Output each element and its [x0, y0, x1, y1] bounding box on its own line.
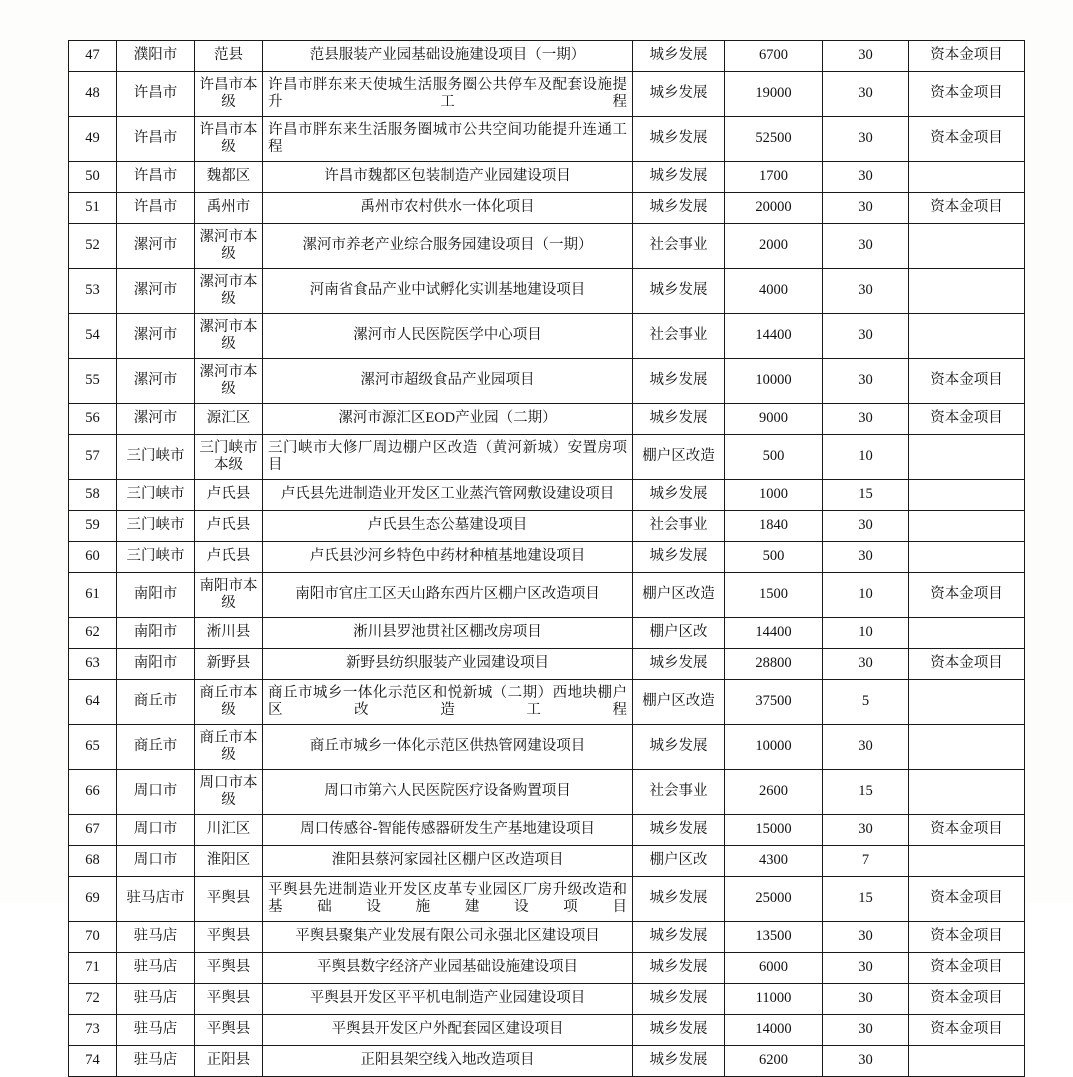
cell-city: 漯河市 — [117, 269, 195, 314]
cell-serial-number: 52 — [69, 224, 117, 269]
cell-city: 许昌市 — [117, 117, 195, 162]
cell-term-years: 30 — [823, 72, 909, 117]
cell-district: 漯河市本级 — [195, 224, 263, 269]
cell-city: 周口市 — [117, 770, 195, 815]
cell-serial-number: 54 — [69, 314, 117, 359]
table-row — [69, 117, 1025, 162]
cell-district: 淮阳区 — [195, 846, 263, 877]
cell-serial-number: 51 — [69, 193, 117, 224]
cell-term-years: 30 — [823, 1015, 909, 1046]
cell-total-investment: 52500 — [725, 117, 823, 162]
cell-total-investment: 14000 — [725, 1015, 823, 1046]
cell-serial-number: 53 — [69, 269, 117, 314]
cell-term-years: 30 — [823, 953, 909, 984]
cell-note: 资本金项目 — [909, 649, 1025, 680]
cell-city: 许昌市 — [117, 72, 195, 117]
cell-project-name: 周口市第六人民医院医疗设备购置项目 — [263, 770, 633, 815]
cell-serial-number: 64 — [69, 680, 117, 725]
cell-serial-number: 56 — [69, 404, 117, 435]
table-row — [69, 846, 1025, 877]
cell-district: 源汇区 — [195, 404, 263, 435]
cell-project-name: 淮阳县蔡河家园社区棚户区改造项目 — [263, 846, 633, 877]
cell-project-name: 卢氏县生态公墓建设项目 — [263, 511, 633, 542]
cell-total-investment: 6700 — [725, 41, 823, 72]
cell-city: 漯河市 — [117, 359, 195, 404]
table-body — [69, 41, 1025, 1077]
cell-total-investment: 4000 — [725, 269, 823, 314]
cell-district: 正阳县 — [195, 1046, 263, 1077]
table-row — [69, 984, 1025, 1015]
table-row — [69, 1015, 1025, 1046]
cell-project-name: 漯河市超级食品产业园项目 — [263, 359, 633, 404]
cell-term-years: 5 — [823, 680, 909, 725]
cell-project-name: 河南省食品产业中试孵化实训基地建设项目 — [263, 269, 633, 314]
cell-district: 平舆县 — [195, 877, 263, 922]
cell-note — [909, 680, 1025, 725]
cell-city: 三门峡市 — [117, 511, 195, 542]
cell-district: 平舆县 — [195, 984, 263, 1015]
cell-category: 城乡发展 — [633, 725, 725, 770]
table-row — [69, 404, 1025, 435]
cell-serial-number: 55 — [69, 359, 117, 404]
cell-serial-number: 48 — [69, 72, 117, 117]
table-row — [69, 922, 1025, 953]
table-row — [69, 770, 1025, 815]
cell-total-investment: 14400 — [725, 618, 823, 649]
cell-category: 城乡发展 — [633, 542, 725, 573]
cell-term-years: 30 — [823, 359, 909, 404]
cell-project-name: 许昌市魏都区包装制造产业园建设项目 — [263, 162, 633, 193]
cell-total-investment: 14400 — [725, 314, 823, 359]
cell-term-years: 30 — [823, 117, 909, 162]
cell-city: 南阳市 — [117, 649, 195, 680]
table-row — [69, 314, 1025, 359]
cell-total-investment: 9000 — [725, 404, 823, 435]
cell-city: 驻马店 — [117, 984, 195, 1015]
cell-note — [909, 511, 1025, 542]
table-row — [69, 41, 1025, 72]
cell-serial-number: 58 — [69, 480, 117, 511]
cell-project-name: 漯河市源汇区EOD产业园（二期） — [263, 404, 633, 435]
cell-term-years: 15 — [823, 770, 909, 815]
cell-term-years: 30 — [823, 922, 909, 953]
cell-serial-number: 63 — [69, 649, 117, 680]
cell-district: 范县 — [195, 41, 263, 72]
cell-term-years: 30 — [823, 404, 909, 435]
cell-note: 资本金项目 — [909, 404, 1025, 435]
project-list-table — [68, 40, 1025, 1077]
cell-district: 商丘市本级 — [195, 725, 263, 770]
cell-city: 南阳市 — [117, 618, 195, 649]
cell-project-name: 平舆县数字经济产业园基础设施建设项目 — [263, 953, 633, 984]
cell-city: 驻马店 — [117, 1046, 195, 1077]
cell-category: 城乡发展 — [633, 162, 725, 193]
cell-term-years: 30 — [823, 193, 909, 224]
cell-total-investment: 37500 — [725, 680, 823, 725]
cell-serial-number: 57 — [69, 435, 117, 480]
cell-district: 川汇区 — [195, 815, 263, 846]
cell-district: 禹州市 — [195, 193, 263, 224]
cell-serial-number: 68 — [69, 846, 117, 877]
table-row — [69, 618, 1025, 649]
cell-category: 社会事业 — [633, 314, 725, 359]
cell-project-name: 卢氏县沙河乡特色中药材种植基地建设项目 — [263, 542, 633, 573]
cell-city: 濮阳市 — [117, 41, 195, 72]
cell-city: 驻马店 — [117, 1015, 195, 1046]
cell-city: 驻马店市 — [117, 877, 195, 922]
table-row — [69, 877, 1025, 922]
cell-city: 漯河市 — [117, 224, 195, 269]
cell-district: 平舆县 — [195, 1015, 263, 1046]
cell-category: 城乡发展 — [633, 922, 725, 953]
table-row — [69, 193, 1025, 224]
cell-category: 城乡发展 — [633, 1015, 725, 1046]
cell-serial-number: 47 — [69, 41, 117, 72]
cell-term-years: 30 — [823, 314, 909, 359]
cell-category: 棚户区改造 — [633, 680, 725, 725]
cell-note — [909, 618, 1025, 649]
cell-serial-number: 66 — [69, 770, 117, 815]
cell-note — [909, 770, 1025, 815]
cell-district: 魏都区 — [195, 162, 263, 193]
cell-project-name: 漯河市养老产业综合服务园建设项目（一期） — [263, 224, 633, 269]
cell-category: 城乡发展 — [633, 269, 725, 314]
cell-project-name: 南阳市官庄工区天山路东西片区棚户区改造项目 — [263, 573, 633, 618]
cell-note — [909, 846, 1025, 877]
cell-category: 城乡发展 — [633, 984, 725, 1015]
cell-note: 资本金项目 — [909, 922, 1025, 953]
cell-project-name: 商丘市城乡一体化示范区和悦新城（二期）西地块棚户区改造工程 — [263, 680, 633, 725]
cell-category: 棚户区改 — [633, 846, 725, 877]
table-row — [69, 725, 1025, 770]
cell-project-name: 许昌市胖东来天使城生活服务圈公共停车及配套设施提升工程 — [263, 72, 633, 117]
table-row — [69, 953, 1025, 984]
cell-city: 漯河市 — [117, 314, 195, 359]
cell-category: 城乡发展 — [633, 41, 725, 72]
cell-note — [909, 1046, 1025, 1077]
cell-district: 周口市本级 — [195, 770, 263, 815]
cell-district: 漯河市本级 — [195, 269, 263, 314]
cell-district: 平舆县 — [195, 922, 263, 953]
cell-term-years: 30 — [823, 815, 909, 846]
cell-note: 资本金项目 — [909, 72, 1025, 117]
cell-term-years: 10 — [823, 573, 909, 618]
cell-total-investment: 1840 — [725, 511, 823, 542]
table-row — [69, 1046, 1025, 1077]
cell-category: 棚户区改 — [633, 618, 725, 649]
cell-city: 商丘市 — [117, 680, 195, 725]
cell-city: 许昌市 — [117, 193, 195, 224]
cell-term-years: 30 — [823, 224, 909, 269]
cell-term-years: 15 — [823, 877, 909, 922]
cell-note — [909, 542, 1025, 573]
cell-total-investment: 2000 — [725, 224, 823, 269]
cell-term-years: 30 — [823, 1046, 909, 1077]
cell-project-name: 平舆县开发区平平机电制造产业园建设项目 — [263, 984, 633, 1015]
cell-category: 城乡发展 — [633, 815, 725, 846]
cell-total-investment: 500 — [725, 542, 823, 573]
cell-note: 资本金项目 — [909, 41, 1025, 72]
cell-total-investment: 10000 — [725, 725, 823, 770]
table-row — [69, 359, 1025, 404]
cell-project-name: 淅川县罗池贯社区棚改房项目 — [263, 618, 633, 649]
cell-serial-number: 71 — [69, 953, 117, 984]
table-row — [69, 435, 1025, 480]
cell-note — [909, 435, 1025, 480]
cell-project-name: 漯河市人民医院医学中心项目 — [263, 314, 633, 359]
cell-term-years: 30 — [823, 511, 909, 542]
cell-city: 驻马店 — [117, 953, 195, 984]
cell-serial-number: 50 — [69, 162, 117, 193]
cell-term-years: 10 — [823, 618, 909, 649]
table-row — [69, 815, 1025, 846]
cell-project-name: 禹州市农村供水一体化项目 — [263, 193, 633, 224]
cell-category: 城乡发展 — [633, 953, 725, 984]
cell-city: 许昌市 — [117, 162, 195, 193]
cell-district: 漯河市本级 — [195, 314, 263, 359]
cell-project-name: 许昌市胖东来生活服务圈城市公共空间功能提升连通工程 — [263, 117, 633, 162]
cell-city: 三门峡市 — [117, 435, 195, 480]
cell-term-years: 30 — [823, 269, 909, 314]
table-row — [69, 542, 1025, 573]
table-row — [69, 511, 1025, 542]
cell-total-investment: 10000 — [725, 359, 823, 404]
cell-total-investment: 2600 — [725, 770, 823, 815]
cell-serial-number: 61 — [69, 573, 117, 618]
cell-total-investment: 1500 — [725, 573, 823, 618]
cell-total-investment: 15000 — [725, 815, 823, 846]
cell-district: 南阳市本级 — [195, 573, 263, 618]
cell-term-years: 15 — [823, 480, 909, 511]
table-row — [69, 224, 1025, 269]
table-row — [69, 162, 1025, 193]
cell-city: 周口市 — [117, 846, 195, 877]
cell-note: 资本金项目 — [909, 984, 1025, 1015]
cell-district: 商丘市本级 — [195, 680, 263, 725]
cell-total-investment: 28800 — [725, 649, 823, 680]
cell-district: 卢氏县 — [195, 542, 263, 573]
cell-total-investment: 25000 — [725, 877, 823, 922]
cell-total-investment: 500 — [725, 435, 823, 480]
cell-term-years: 30 — [823, 162, 909, 193]
cell-note: 资本金项目 — [909, 573, 1025, 618]
cell-note: 资本金项目 — [909, 877, 1025, 922]
cell-project-name: 平舆县开发区户外配套园区建设项目 — [263, 1015, 633, 1046]
cell-district: 平舆县 — [195, 953, 263, 984]
cell-note: 资本金项目 — [909, 953, 1025, 984]
cell-note: 资本金项目 — [909, 193, 1025, 224]
cell-project-name: 平舆县先进制造业开发区皮革专业园区厂房升级改造和基础设施建设项目 — [263, 877, 633, 922]
cell-district: 卢氏县 — [195, 480, 263, 511]
cell-serial-number: 69 — [69, 877, 117, 922]
cell-project-name: 新野县纺织服装产业园建设项目 — [263, 649, 633, 680]
cell-project-name: 三门峡市大修厂周边棚户区改造（黄河新城）安置房项目 — [263, 435, 633, 480]
cell-category: 城乡发展 — [633, 117, 725, 162]
cell-note: 资本金项目 — [909, 1015, 1025, 1046]
cell-district: 许昌市本级 — [195, 72, 263, 117]
cell-term-years: 30 — [823, 984, 909, 1015]
table-row — [69, 680, 1025, 725]
cell-category: 城乡发展 — [633, 1046, 725, 1077]
cell-serial-number: 49 — [69, 117, 117, 162]
cell-project-name: 正阳县架空线入地改造项目 — [263, 1046, 633, 1077]
cell-term-years: 30 — [823, 649, 909, 680]
cell-note — [909, 480, 1025, 511]
cell-district: 三门峡市本级 — [195, 435, 263, 480]
table-row — [69, 573, 1025, 618]
cell-serial-number: 70 — [69, 922, 117, 953]
cell-category: 社会事业 — [633, 511, 725, 542]
cell-note — [909, 224, 1025, 269]
cell-term-years: 7 — [823, 846, 909, 877]
cell-term-years: 30 — [823, 725, 909, 770]
cell-category: 城乡发展 — [633, 404, 725, 435]
cell-city: 漯河市 — [117, 404, 195, 435]
cell-district: 许昌市本级 — [195, 117, 263, 162]
cell-serial-number: 74 — [69, 1046, 117, 1077]
cell-project-name: 卢氏县先进制造业开发区工业蒸汽管网敷设建设项目 — [263, 480, 633, 511]
table-row — [69, 269, 1025, 314]
table-row — [69, 649, 1025, 680]
cell-serial-number: 67 — [69, 815, 117, 846]
cell-city: 三门峡市 — [117, 480, 195, 511]
cell-note — [909, 725, 1025, 770]
cell-serial-number: 65 — [69, 725, 117, 770]
cell-total-investment: 1700 — [725, 162, 823, 193]
cell-note: 资本金项目 — [909, 815, 1025, 846]
cell-note: 资本金项目 — [909, 359, 1025, 404]
cell-total-investment: 6000 — [725, 953, 823, 984]
cell-serial-number: 72 — [69, 984, 117, 1015]
cell-category: 棚户区改造 — [633, 573, 725, 618]
cell-category: 社会事业 — [633, 224, 725, 269]
cell-total-investment: 19000 — [725, 72, 823, 117]
cell-district: 新野县 — [195, 649, 263, 680]
cell-category: 城乡发展 — [633, 877, 725, 922]
cell-project-name: 周口传感谷-智能传感器研发生产基地建设项目 — [263, 815, 633, 846]
cell-total-investment: 6200 — [725, 1046, 823, 1077]
cell-project-name: 商丘市城乡一体化示范区供热管网建设项目 — [263, 725, 633, 770]
cell-category: 社会事业 — [633, 770, 725, 815]
cell-serial-number: 59 — [69, 511, 117, 542]
cell-project-name: 平舆县聚集产业发展有限公司永强北区建设项目 — [263, 922, 633, 953]
cell-term-years: 10 — [823, 435, 909, 480]
cell-city: 周口市 — [117, 815, 195, 846]
cell-district: 淅川县 — [195, 618, 263, 649]
cell-total-investment: 4300 — [725, 846, 823, 877]
cell-city: 商丘市 — [117, 725, 195, 770]
table-row — [69, 72, 1025, 117]
cell-project-name: 范县服装产业园基础设施建设项目（一期） — [263, 41, 633, 72]
cell-district: 漯河市本级 — [195, 359, 263, 404]
cell-term-years: 30 — [823, 542, 909, 573]
cell-note — [909, 162, 1025, 193]
cell-category: 城乡发展 — [633, 72, 725, 117]
cell-total-investment: 1000 — [725, 480, 823, 511]
cell-category: 棚户区改造 — [633, 435, 725, 480]
cell-category: 城乡发展 — [633, 193, 725, 224]
cell-category: 城乡发展 — [633, 359, 725, 404]
cell-total-investment: 20000 — [725, 193, 823, 224]
table-row — [69, 480, 1025, 511]
cell-note — [909, 314, 1025, 359]
cell-serial-number: 73 — [69, 1015, 117, 1046]
cell-term-years: 30 — [823, 41, 909, 72]
cell-category: 城乡发展 — [633, 480, 725, 511]
cell-note: 资本金项目 — [909, 117, 1025, 162]
cell-total-investment: 11000 — [725, 984, 823, 1015]
cell-city: 南阳市 — [117, 573, 195, 618]
cell-city: 驻马店 — [117, 922, 195, 953]
cell-serial-number: 60 — [69, 542, 117, 573]
cell-district: 卢氏县 — [195, 511, 263, 542]
cell-serial-number: 62 — [69, 618, 117, 649]
cell-total-investment: 13500 — [725, 922, 823, 953]
cell-category: 城乡发展 — [633, 649, 725, 680]
cell-city: 三门峡市 — [117, 542, 195, 573]
cell-note — [909, 269, 1025, 314]
